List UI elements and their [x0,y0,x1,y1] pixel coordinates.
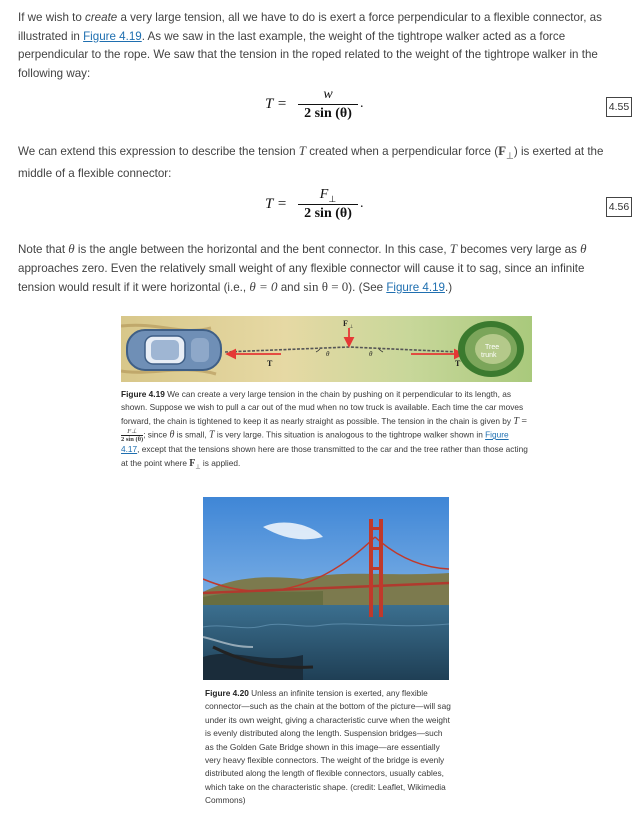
equation-4-55: T = w 2 sin (θ) . [265,87,364,121]
tree-label-line1: Tree [485,344,500,351]
equation-number-4-56: 4.56 [606,197,632,217]
figure-4-20-caption: Figure 4.20 Unless an infinite tension is exerted, any flexible connector—such as the chain at the bottom of the picture—will sag under its own weight, giving a characteristic curve when the weight is evenly distributed along the length. Suspension bridges—such as the Golden Gate Bridge shown in this image—are essentially very heavy flexible connectors. The weight of the bridge is evenly distributed along the length of flexible connectors, usually cables, which take on the characteristic shape. (credit: Leaflet, Wikimedia Commons) [205,688,451,806]
label-t-right: T [455,359,461,368]
label-f-sub: ⊥ [349,325,354,330]
equation-4-56: T = $F_\perp$ 2 sin (θ) . [265,187,364,221]
figure-4-19-illustration [121,316,532,382]
figure-4-20-photo [203,497,449,680]
car-illustration [127,330,221,370]
paragraph-extension: We can extend this expression to describe the tension T created when a perpendicular force $(F_\perp)$ is exerted at the middle of a flexible connector: [18,143,604,180]
label-theta-left: θ [326,350,330,358]
figure-4-19-link-2[interactable]: Figure 4.19 [386,281,445,294]
figure-4-19-caption: Figure 4.19 We can create a very large tension in the chain by pushing on it perpendicular to its length, as shown. Suppose we wish to pull a car out of the mud when no tow truck is available. Each time the car moves forward, the chain is tightened to keep it as nearly straight as possible. The tension in the chain is given by T = $\frac{F\perp}{2 \sin (\theta)}$ ; since θ is small, T is very large. This situation is analogous to the tightrope walker shown in Figure 4.17, except that the tensions shown here are those transmitted to the car and the tree rather than those acting at the point where $F_\perp$ is applied. [121,389,528,471]
equation-number-4-55: 4.55 [606,97,632,117]
label-f: F [343,319,348,328]
tree-label-line2: trunk [481,352,497,359]
caption-fraction: $\frac{F\perp}{2 \sin (\theta)}$ [121,428,144,444]
label-theta-right: θ [369,350,373,358]
paragraph-note: Note that θ is the angle between the horizontal and the bent connector. In this case, T becomes very large as θ approaches zero. Even the relatively small weight of any flexible connector will cause it to sag, since an infinite tension would result if it were horizontal (i.e., θ = 0 and sin θ = 0). (See Figure 4.19.) [18,241,587,294]
label-t-left: T [267,359,273,368]
figure-4-19-link[interactable]: Figure 4.19 [83,29,142,43]
paragraph-intro: If we wish to create a very large tension, all we have to do is exert a force perpendicular to a flexible connector, as illustrated in Figure 4.19. As we saw in the last example, the weight of the tightrope walker acted as a force perpendicular to the rope. We saw that the tension in the roped related to the weight of the tightrope walker in the following way: [18,11,602,80]
figure-4-17-link[interactable]: Figure 4.17 [121,429,509,455]
